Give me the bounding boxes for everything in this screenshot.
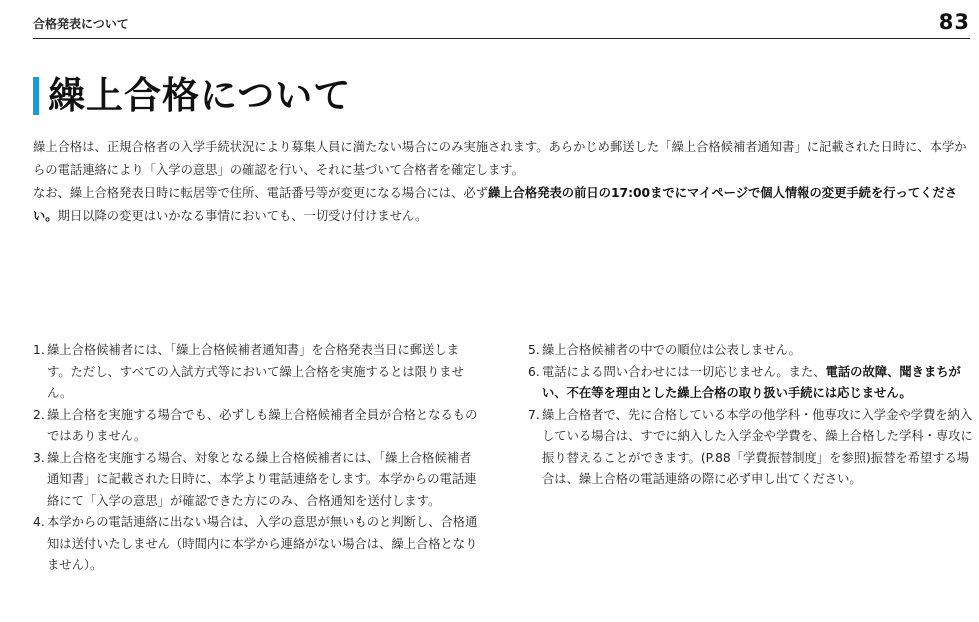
list-item-text: 繰上合格を実施する場合、対象となる繰上合格候補者には、「繰上合格候補者通知書」に記載された日時に、本学より電話連絡をします。本学からの電話連絡にて「入学の意思」が確認できた方にのみ、合格通知を送付します。 [47,450,477,508]
list-item-number: 2. [33,407,45,422]
list-item-text: 繰上合格を実施する場合でも、必ずしも繰上合格候補者全員が合格となるものではありません。 [47,407,478,443]
list-item [528,340,973,362]
page-title-block [33,74,351,118]
intro-text [33,136,973,228]
notes-column-left [33,340,478,577]
list-item-text: 繰上合格者で、先に合格している本学の他学科・他専攻に入学金や学費を納入している場合は、すでに納入した入学金や学費を、繰上合格した学科・専攻に振り替えることができます。(P.88「学費振替制度」を参照)振替を希望する場合は、繰上合格の電話連絡の際に必ず申し出てください。 [542,407,973,486]
list-item-text: 本学からの電話連絡に出ない場合は、入学の意思が無いものと判断し、合格通知は送付いたしません（時間内に本学から連絡がない場合は、繰上合格となりません）。 [47,515,478,572]
page-header [33,10,970,39]
list-item-number: 1. [33,343,45,357]
list-item-text [542,362,973,405]
page-number: 83 [938,10,970,34]
list-item [33,448,478,513]
list-item-number: 5. [528,343,540,357]
intro-paragraph-2-text-b: 期日以降の変更はいかなる事情においても、一切受け付けません。 [57,209,428,223]
intro-paragraph-2-text-a: なお、繰上合格発表日時に転居等で住所、電話番号等が変更になる場合には、必ず [33,186,488,200]
list-item [33,512,478,577]
intro-paragraph-1: 繰上合格は、正規合格者の入学手続状況により募集人員に満たない場合にのみ実施されます。あらかじめ郵送した「繰上合格候補者通知書」に記載された日時に、本学からの電話連絡により「入学の意思」の確認を行い、それに基づいて合格者を確定します。 [33,140,967,177]
list-item-number: 3. [33,450,45,465]
list-item-number: 6. [528,364,540,379]
list-item [528,405,973,491]
section-label: 合格発表について [33,17,129,31]
list-item-text-bold: 電話の故障、聞きまちがい、不在等を理由とした繰上合格の取り扱い手続には応じません。 [542,364,961,400]
title-accent-bar [33,77,39,115]
list-item-number: 4. [33,515,45,529]
list-item-number: 7. [528,407,540,422]
list-item-text: 繰上合格候補者には、「繰上合格候補者通知書」を合格発表当日に郵送します。ただし、すべての入試方式等において繰上合格を実施するとは限りません。 [47,343,464,400]
list-item [33,405,478,448]
intro-paragraph-2 [33,182,973,228]
list-item [33,340,478,405]
list-item-text: 繰上合格候補者の中での順位は公表しません。 [542,343,801,357]
list-item [528,362,973,405]
list-item-text-a: 電話による問い合わせには一切応じません。また、 [542,364,826,379]
intro-paragraph-2-bold: 繰上合格発表の前日の17:00までにマイページで個人情報の変更手続を行ってください。 [33,186,958,223]
page-title: 繰上合格について [48,74,352,117]
notes-column-right [528,340,973,491]
